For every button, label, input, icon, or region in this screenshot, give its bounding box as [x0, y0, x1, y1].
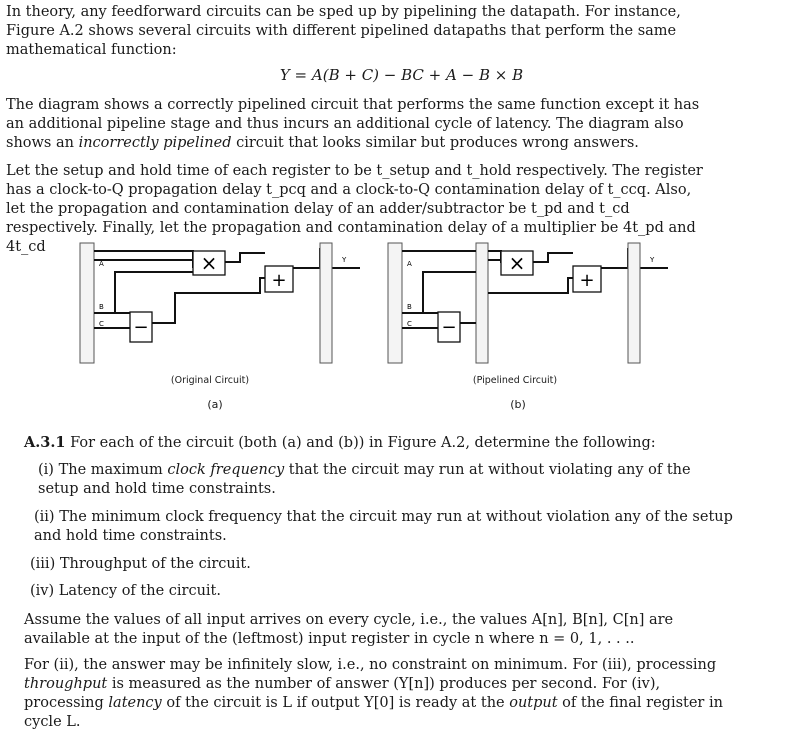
diagram-text-1: The diagram shows a correctly pipelined circuit that performs the same function except it has an additional pipeline stage and thus incurs an additional cycle of latency. The diagram also shows an	[6, 97, 700, 151]
question-stem-text: For each of the circuit (both (a) and (b)) in Figure A.2, determine the following:	[70, 435, 656, 451]
label-a: (a)	[207, 398, 223, 411]
input-a-label-b: A	[407, 260, 412, 268]
note-text-d: of the final register in cycle L.	[24, 695, 723, 730]
note-paragraph	[24, 656, 734, 732]
timing-text: Let the setup and hold time of each register to be t_setup and t_hold respectively. The register has a clock-to-Q propagation delay t_pcq and a clock-to-Q contamination delay of t_ccq. Also, let the propagation and contamination delay of an adder/subtractor be t_pd and t_cd respectively. Finally, let the propagation and contamination delay of a multiplier be 4t_pd and 4t_cd	[6, 163, 703, 255]
item-i-em: clock frequency	[167, 462, 285, 478]
question-number: A.3.1	[24, 434, 66, 451]
input-a-label: A	[99, 260, 104, 268]
equation: Y = A(B + C) − BC + A − B × B	[279, 66, 524, 84]
intro-text: In theory, any feedforward circuits can be sped up by pipelining the datapath. For instance, Figure A.2 shows several circuits with different pipelined datapaths that perform the same mathematical function:	[6, 4, 681, 58]
item-i-pre: The maximum	[58, 462, 168, 478]
mul-op-b: ×	[508, 251, 526, 275]
input-b-label-b: B	[407, 303, 412, 311]
item-i-num: (i)	[38, 462, 54, 478]
sub-op-b: −	[441, 317, 457, 338]
figure-panel-b	[383, 238, 673, 370]
note-text-a: For (ii), the answer may be infinitely slow, i.e., no constraint on minimum. For (iii), processing	[24, 657, 717, 673]
note-em-3: output	[509, 695, 558, 711]
input-c-label-b: C	[407, 320, 412, 328]
output-y-label: Y	[342, 256, 347, 264]
note-em-2: latency	[108, 695, 162, 711]
question-item-i	[38, 461, 733, 499]
note-text-c: of the circuit is L if output Y[0] is ready at the	[161, 695, 510, 711]
output-y-label-b: Y	[650, 256, 655, 264]
intro-paragraph	[6, 3, 712, 60]
mul-op-a: ×	[200, 251, 218, 275]
assume-paragraph	[24, 611, 734, 649]
item-i-post: that the circuit may run at without violating any of the setup and hold time constraints.	[38, 462, 691, 497]
item-ii-text: The minimum clock frequency that the circuit may run at without violation any of the setup and hold time constraints.	[34, 509, 733, 544]
add-op-a: +	[271, 270, 287, 291]
item-ii-num: (ii)	[34, 509, 55, 525]
diagram-text-em: incorrectly pipelined	[78, 135, 232, 151]
sub-op-a: −	[133, 317, 149, 338]
item-iii-text: Throughput of the circuit.	[59, 556, 251, 572]
input-b-label: B	[99, 303, 104, 311]
label-b: (b)	[510, 398, 526, 411]
item-iii-num: (iii)	[30, 556, 56, 572]
question-item-iii	[30, 555, 730, 574]
note-em-1: throughput	[24, 676, 108, 692]
diagram-paragraph	[6, 96, 712, 153]
question-item-iv	[30, 582, 730, 601]
note-text-b: is measured as the number of answer (Y[n]) produces per second. For (iv), processing	[24, 676, 661, 711]
input-c-label: C	[99, 320, 104, 328]
diagram-text-2: circuit that looks similar but produces wrong answers.	[231, 135, 639, 151]
figure-panel-a	[75, 238, 365, 370]
item-iv-text: Latency of the circuit.	[58, 583, 221, 599]
question-stem	[24, 433, 734, 453]
question-item-ii	[34, 508, 733, 546]
add-op-b: +	[579, 270, 595, 291]
caption-a: (Original Circuit)	[170, 375, 250, 386]
assume-text: Assume the values of all input arrives on every cycle, i.e., the values A[n], B[n], C[n] are available at the input of the (leftmost) input register in cycle n where n = 0, 1, . . ..	[24, 612, 674, 647]
caption-b: (Pipelined Circuit)	[472, 375, 558, 386]
item-iv-num: (iv)	[30, 583, 55, 599]
